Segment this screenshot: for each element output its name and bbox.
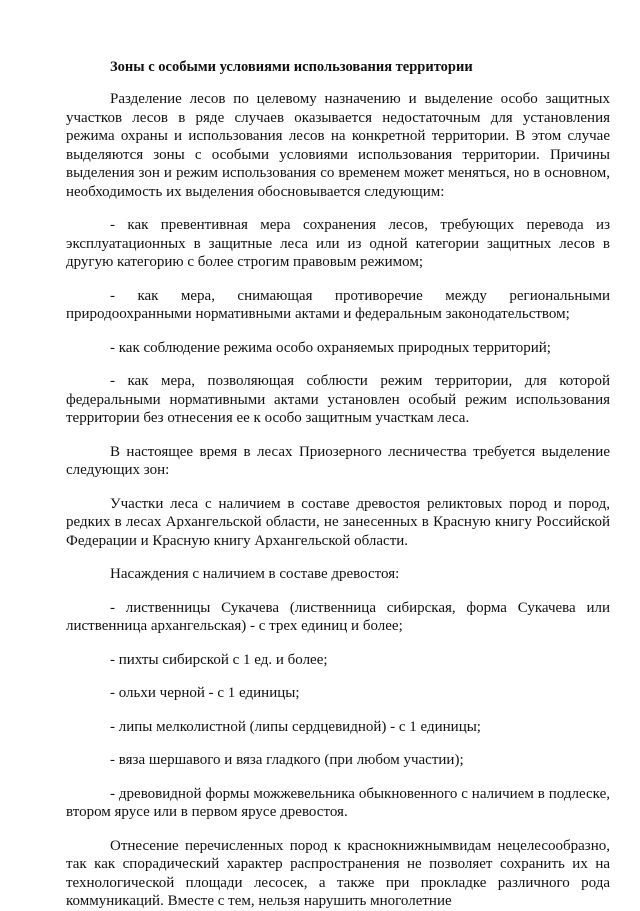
paragraph-item: - вяза шершавого и вяза гладкого (при любом участии); bbox=[110, 752, 464, 768]
paragraph-intro: Разделение лесов по целевому назначению и выделение особо защитных участков лесов в ряде случаев оказывается недостаточным для установления режима охраны и использования лесов на конкретной территории. В этом случае выделяются зоны с особыми условиями использования территории. Причины выделения зон и режим использования со временем может меняться, но в основном, необходимость их выделения обосновывается следующим: bbox=[66, 91, 610, 200]
paragraph-text: В настоящее время в лесах Приозерного лесничества требуется выделение следующих зон: bbox=[66, 443, 610, 478]
paragraph-text: Насаждения с наличием в составе древостоя: bbox=[110, 566, 400, 582]
document-title: Зоны с особыми условиями использования территории bbox=[110, 59, 473, 75]
paragraph-item: - как мера, позволяющая соблюсти режим территории, для которой федеральными нормативными актами установлен особый режим использования территории без отнесения ее к особо защитным участкам леса. bbox=[66, 373, 610, 426]
paragraph-item: - липы мелколистной (липы сердцевидной) - с 1 единицы; bbox=[110, 718, 481, 735]
paragraph-item: - лиственницы Сукачева (лиственница сибирская, форма Сукачева или лиственница архангельская) - с трех единиц и более; bbox=[66, 599, 610, 634]
paragraph-item: - ольхи черной - с 1 единицы; bbox=[110, 685, 300, 701]
paragraph-text: Участки леса с наличием в составе древостоя реликтовых пород и пород, редких в лесах Архангельской области, не занесенных в Красную книгу Российской Федерации и Красную книгу Архангельской области. bbox=[66, 495, 610, 549]
paragraph-item: - как соблюдение режима особо охраняемых природных территорий; bbox=[110, 339, 551, 356]
paragraph-text: Отнесение перечисленных пород к краснокнижнымвидам нецелесообразно, так как спорадический характер распространения не позволяет сохранить их на технологической площади лесосек, а также при прокладке различного рода коммуникаций. Вместе с тем, нельзя нарушить многолетние bbox=[66, 837, 610, 909]
paragraph-item: - как мера, снимающая противоречие между региональными природоохранными нормативными актами и федеральным законодательством; bbox=[66, 287, 610, 322]
paragraph-item: - пихты сибирской с 1 ед. и более; bbox=[110, 651, 328, 668]
paragraph-item: - древовидной формы можжевельника обыкновенного с наличием в подлеске, втором ярусе или в первом ярусе древостоя. bbox=[66, 785, 610, 820]
paragraph-item: - как превентивная мера сохранения лесов, требующих перевода из эксплуатационных в защитные леса или из одной категории защитных лесов в другую категорию с более строгим правовым режимом; bbox=[66, 217, 610, 270]
